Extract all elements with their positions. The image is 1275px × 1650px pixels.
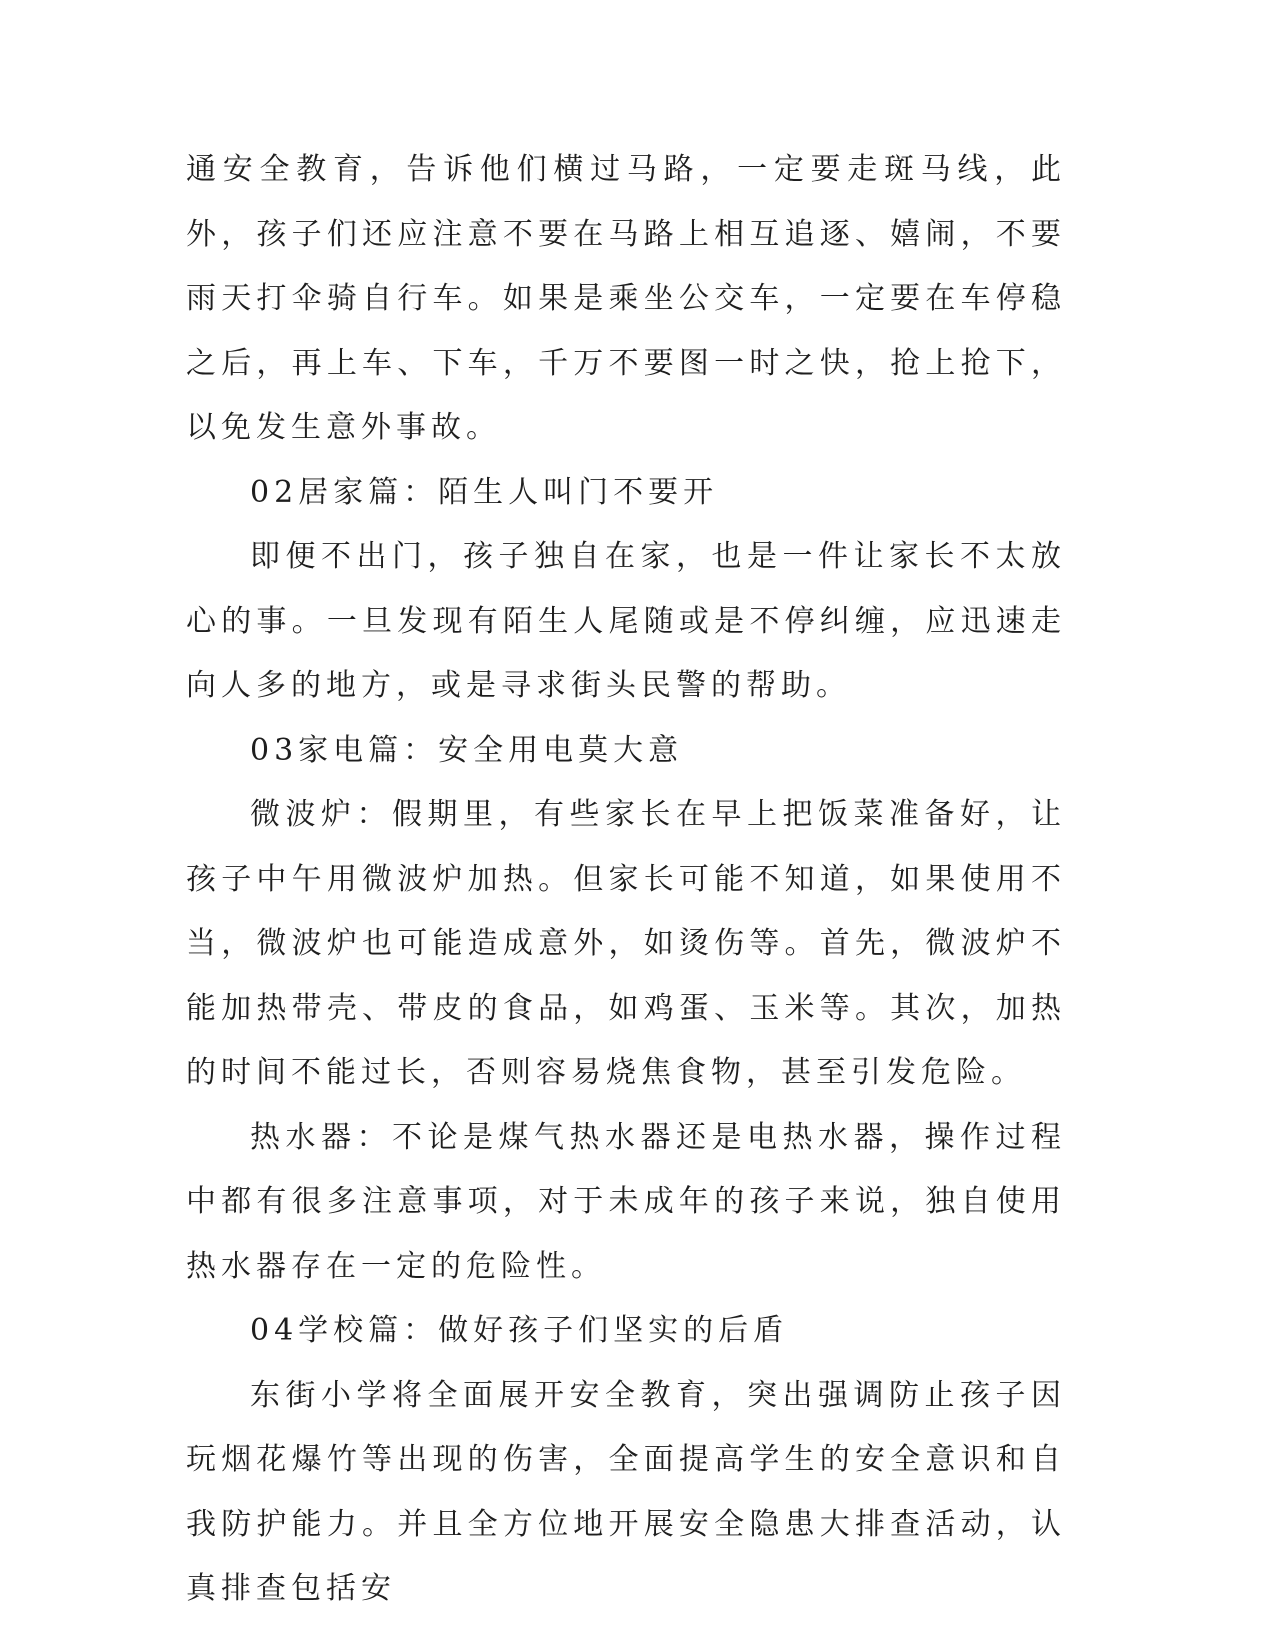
document-body [186,138,1066,1622]
section-heading-school: 04学校篇：做好孩子们坚实的后盾 [250,1313,789,1348]
paragraph-traffic-continued: 通安全教育，告诉他们横过马路，一定要走斑马线，此外，孩子们还应注意不要在马路上相互追逐、嬉闹，不要雨天打伞骑自行车。如果是乘坐公交车，一定要在车停稳之后，再上车、下车，千万不要图一时之快，抢上抢下，以免发生意外事故。 [186,152,1066,445]
paragraph-school-safety: 东街小学将全面展开安全教育，突出强调防止孩子因玩烟花爆竹等出现的伤害，全面提高学生的安全意识和自我防护能力。并且全方位地开展安全隐患大排查活动，认真排查包括安 [186,1377,1066,1606]
section-heading-appliances: 03家电篇：安全用电莫大意 [250,732,684,768]
paragraph-water-heater: 热水器：不论是煤气热水器还是电热水器，操作过程中都有很多注意事项，对于未成年的孩子来说，独自使用热水器存在一定的危险性。 [186,1119,1066,1284]
paragraph-home-alone: 即便不出门，孩子独自在家，也是一件让家长不太放心的事。一旦发现有陌生人尾随或是不停纠缠，应迅速走向人多的地方，或是寻求街头民警的帮助。 [186,539,1066,703]
paragraph-microwave: 微波炉：假期里，有些家长在早上把饭菜准备好，让孩子中午用微波炉加热。但家长可能不知道，如果使用不当，微波炉也可能造成意外，如烫伤等。首先，微波炉不能加热带壳、带皮的食品，如鸡蛋、玉米等。其次，加热的时间不能过长，否则容易烧焦食物，甚至引发危险。 [186,797,1066,1090]
section-heading-home: 02居家篇：陌生人叫门不要开 [250,474,719,510]
